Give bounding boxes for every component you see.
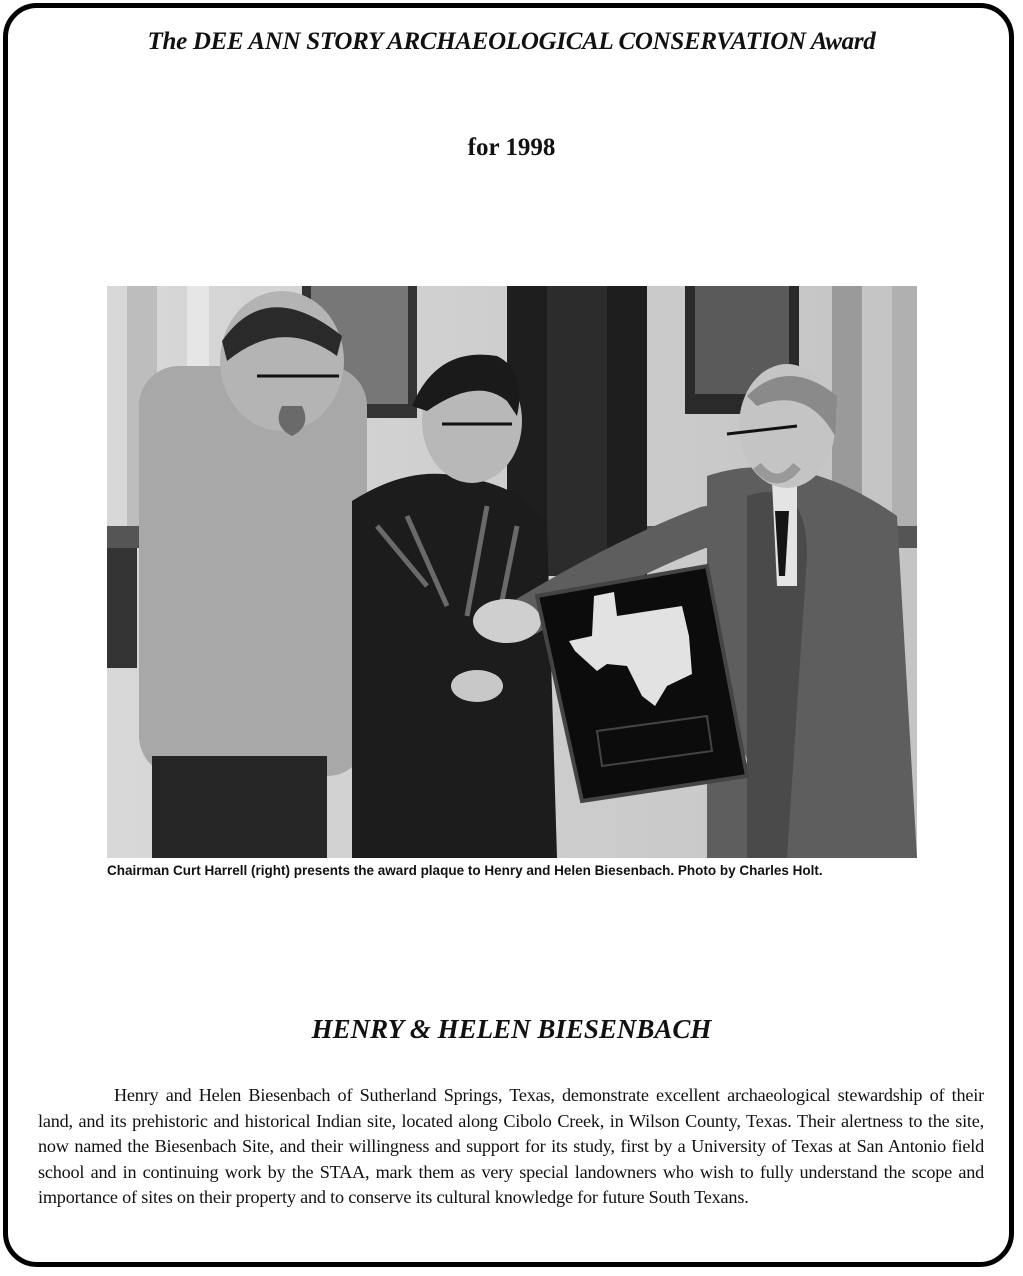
wainscot-panel (107, 548, 137, 668)
award-photo-graphic (107, 286, 917, 858)
award-title: The DEE ANN STORY ARCHAEOLOGICAL CONSERVATION Award (147, 28, 876, 55)
wall-pillar (892, 286, 917, 526)
door-panel (547, 286, 607, 576)
honoree-heading: HENRY & HELEN BIESENBACH (311, 1014, 712, 1044)
award-photo (107, 286, 917, 858)
handshake (473, 599, 541, 643)
photo-caption: Chairman Curt Harrell (right) presents the award plaque to Henry and Helen Biesenbach. Photo by Charles Holt. (107, 863, 823, 878)
award-description: Henry and Helen Biesenbach of Sutherland Springs, Texas, demonstrate excellent archaeological stewardship of their land, and its prehistoric and historical Indian site, located along Cibolo Creek, in Wilson County, Texas. Their alertness to the site, now named the Biesenbach Site, and their willingness and support for its study, first by a University of Texas at San Antonio field school and in continuing work by the STAA, mark them as very special landowners who wish to fully understand the scope and importance of sites on their property and to conserve its cultural knowledge for future South Texans. (38, 1085, 984, 1208)
award-year: for 1998 (467, 134, 556, 161)
